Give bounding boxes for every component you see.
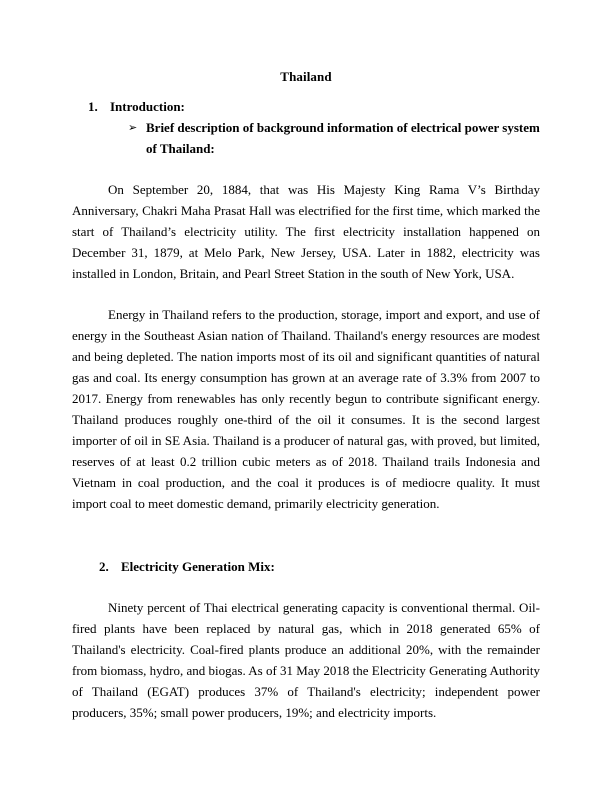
paragraph-intro-energy-overview: Energy in Thailand refers to the production, storage, import and export, and use of energy in the Southeast Asian nation of Thailand. Thailand's energy resources are modest and being depleted. The nation imports most of its oil and significant quantities of natural gas and coal. Its energy consumption has grown at an average rate of 3.3% from 2007 to 2017. Energy from renewables has only recently begun to contribute significant energy. Thailand produces roughly one-third of the oil it consumes. It is the second largest importer of oil in SE Asia. Thailand is a producer of natural gas, with proved, but limited, reserves of at least 0.2 trillion cubic meters as of 2018. Thailand trails Indonesia and Vietnam in coal production, and the coal it produces is of mediocre quality. It must import coal to meet domestic demand, primarily electricity generation. xyxy=(72,307,540,511)
spacer xyxy=(72,284,540,304)
sub-bullet-item xyxy=(72,117,540,159)
paragraph-intro-history: On September 20, 1884, that was His Majesty King Rama V’s Birthday Anniversary, Chakri Maha Prasat Hall was electrified for the first time, which marked the start of Thailand’s electricity utility. The first electricity installation happened on December 31, 1879, at Melo Park, New Jersey, USA. Later in 1882, electricity was installed in London, Britain, and Pearl Street Station in the south of New York, USA. xyxy=(72,182,540,281)
sub-bullet-label: Brief description of background information of electrical power system of Thailand: xyxy=(146,120,540,156)
spacer xyxy=(72,514,540,556)
section-heading-introduction xyxy=(72,96,540,117)
section-number-2: 2. xyxy=(99,559,109,574)
spacer xyxy=(72,577,540,597)
section-title-generation-mix: Electricity Generation Mix: xyxy=(121,559,275,574)
paragraph-generation-mix: Ninety percent of Thai electrical generating capacity is conventional thermal. Oil-fired plants have been replaced by natural gas, which in 2018 generated 65% of Thailand's electricity. Coal-fired plants produce an additional 20%, with the remainder from biomass, hydro, and biogas. As of 31 May 2018 the Electricity Generating Authority of Thailand (EGAT) produces 37% of Thailand's electricity; independent power producers, 35%; small power producers, 19%; and electricity imports. xyxy=(72,600,540,720)
arrow-bullet-icon: ➢ xyxy=(128,121,138,134)
page-title: Thailand xyxy=(280,69,332,84)
section-number-1: 1. xyxy=(88,99,98,114)
document-content xyxy=(72,66,540,723)
spacer xyxy=(72,159,540,179)
section-title-introduction: Introduction: xyxy=(110,99,185,114)
section-heading-generation-mix xyxy=(72,556,540,577)
